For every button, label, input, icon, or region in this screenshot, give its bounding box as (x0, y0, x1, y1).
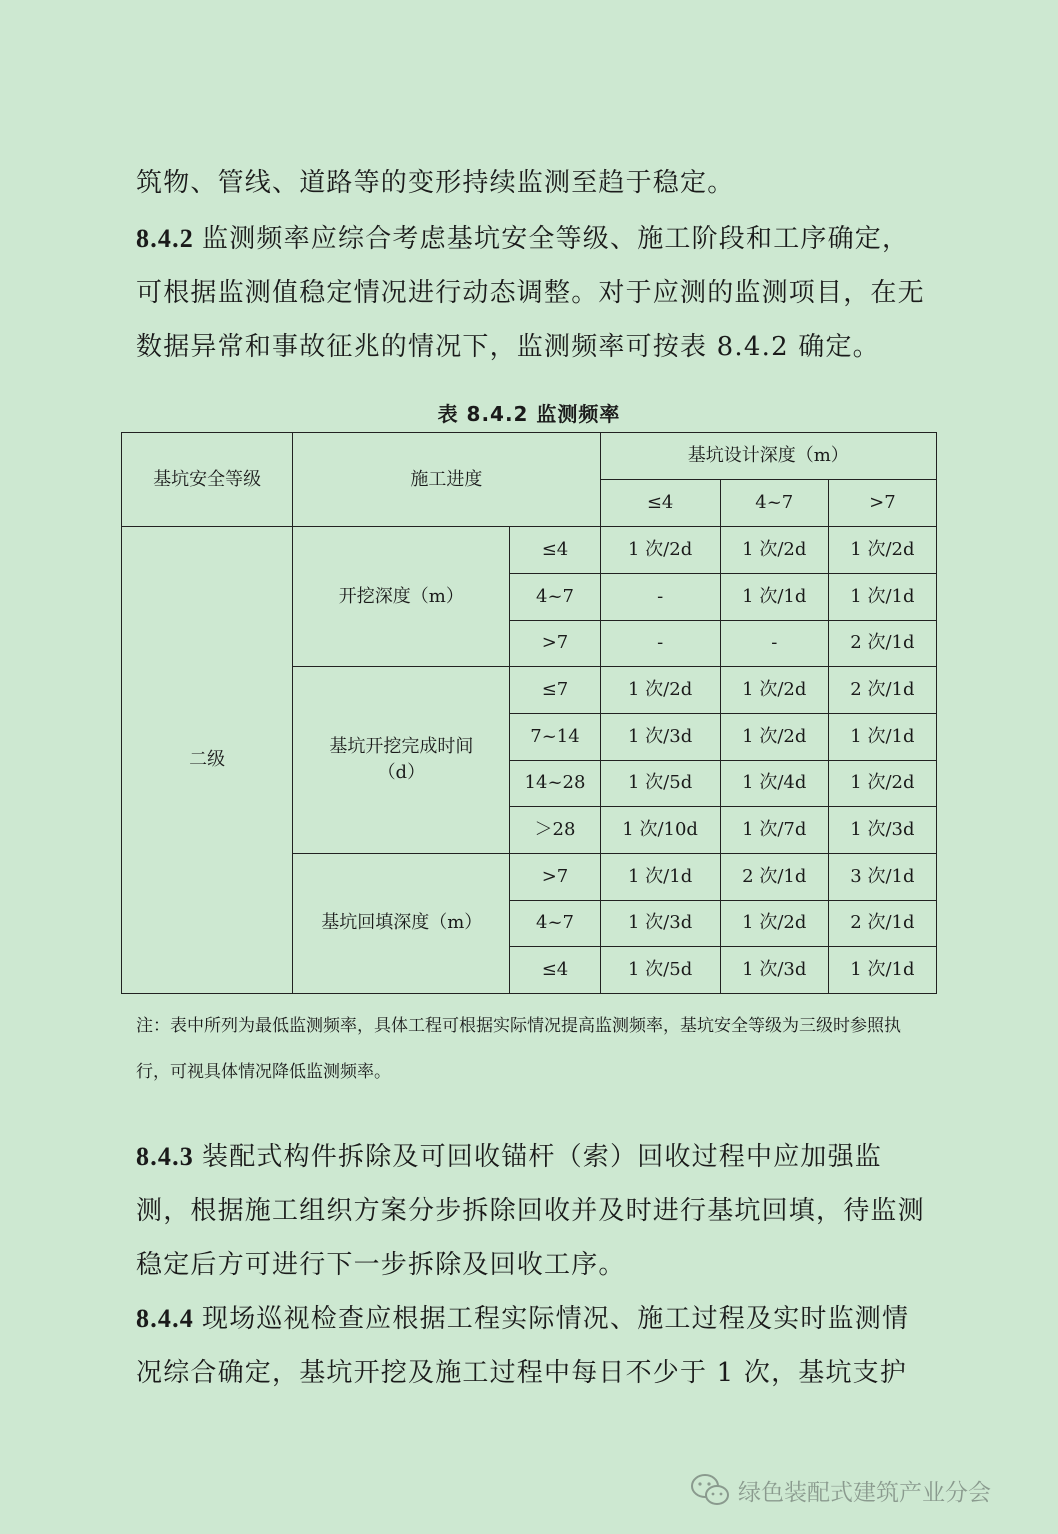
condition-cell: ≤7 (510, 667, 600, 714)
table-row (122, 527, 937, 574)
frequency-cell: 1 次/2d (720, 900, 828, 947)
frequency-cell: 1 次/1d (600, 853, 720, 900)
frequency-cell: 1 次/5d (600, 947, 720, 994)
grade-cell: 二级 (122, 527, 293, 994)
frequency-cell: 1 次/1d (828, 947, 936, 994)
frequency-cell: 3 次/1d (828, 853, 936, 900)
frequency-cell: 1 次/3d (720, 947, 828, 994)
table-note: 注：表中所列为最低监测频率，具体工程可根据实际情况提高监测频率，基坑安全等级为三级时参照执行，可视具体情况降低监测频率。 (136, 1016, 901, 1082)
monitoring-frequency-table (121, 432, 937, 994)
clause-text: 现场巡视检查应根据工程实际情况、施工过程及实时监测情况综合确定，基坑开挖及施工过程中每日不少于 1 次，基坑支护 (136, 1304, 910, 1388)
clause-number: 8.4.4 (136, 1304, 194, 1333)
progress-group-label: 开挖深度（m） (293, 527, 510, 667)
condition-cell: ≤4 (510, 947, 600, 994)
frequency-cell: 1 次/2d (720, 527, 828, 574)
condition-cell: 14~28 (510, 760, 600, 807)
frequency-cell: 1 次/2d (720, 667, 828, 714)
condition-cell: ＞28 (510, 807, 600, 854)
frequency-cell: 1 次/10d (600, 807, 720, 854)
paragraph-continuation: 筑物、管线、道路等的变形持续监测至趋于稳定。 (136, 168, 735, 198)
frequency-cell: 1 次/2d (600, 667, 720, 714)
header-depth-col: >7 (828, 480, 936, 527)
condition-cell: >7 (510, 620, 600, 667)
frequency-cell: 1 次/3d (828, 807, 936, 854)
header-depth-col: ≤4 (600, 480, 720, 527)
frequency-cell: 1 次/1d (828, 573, 936, 620)
progress-group-label: 基坑回填深度（m） (293, 853, 510, 993)
condition-cell: >7 (510, 853, 600, 900)
frequency-cell: 1 次/2d (600, 527, 720, 574)
frequency-cell: - (600, 620, 720, 667)
header-design-depth: 基坑设计深度（m） (600, 433, 936, 480)
table-caption: 表 8.4.2 监测频率 (437, 402, 621, 426)
frequency-cell: 1 次/2d (720, 713, 828, 760)
frequency-cell: 2 次/1d (828, 900, 936, 947)
frequency-cell: 2 次/1d (828, 667, 936, 714)
frequency-cell: 2 次/1d (720, 853, 828, 900)
clause-number: 8.4.3 (136, 1142, 194, 1171)
condition-cell: 4~7 (510, 573, 600, 620)
paragraph-8-4-2 (136, 212, 926, 374)
clause-number: 8.4.2 (136, 224, 194, 253)
condition-cell: 7~14 (510, 713, 600, 760)
header-progress: 施工进度 (293, 433, 600, 527)
progress-group-label: 基坑开挖完成时间（d） (293, 667, 510, 854)
frequency-cell: - (720, 620, 828, 667)
frequency-cell: 1 次/3d (600, 713, 720, 760)
frequency-cell: 1 次/7d (720, 807, 828, 854)
frequency-cell: 1 次/5d (600, 760, 720, 807)
frequency-cell: 1 次/4d (720, 760, 828, 807)
header-depth-col: 4~7 (720, 480, 828, 527)
header-grade: 基坑安全等级 (122, 433, 293, 527)
frequency-cell: 1 次/2d (828, 760, 936, 807)
frequency-cell: - (600, 573, 720, 620)
frequency-cell: 1 次/1d (828, 713, 936, 760)
wechat-icon (690, 1473, 730, 1507)
frequency-cell: 1 次/1d (720, 573, 828, 620)
watermark (690, 1470, 991, 1510)
watermark-text: 绿色装配式建筑产业分会 (738, 1479, 991, 1506)
paragraph-8-4-3 (136, 1130, 926, 1292)
frequency-cell: 1 次/3d (600, 900, 720, 947)
condition-cell: ≤4 (510, 527, 600, 574)
clause-text: 装配式构件拆除及可回收锚杆（索）回收过程中应加强监测，根据施工组织方案分步拆除回收并及时进行基坑回填，待监测稳定后方可进行下一步拆除及回收工序。 (136, 1142, 925, 1280)
condition-cell: 4~7 (510, 900, 600, 947)
paragraph-8-4-4 (136, 1292, 926, 1400)
frequency-cell: 2 次/1d (828, 620, 936, 667)
frequency-cell: 1 次/2d (828, 527, 936, 574)
clause-text: 监测频率应综合考虑基坑安全等级、施工阶段和工序确定，可根据监测值稳定情况进行动态调整。对于应测的监测项目，在无数据异常和事故征兆的情况下，监测频率可按表 8.4.2 确定。 (136, 224, 925, 362)
